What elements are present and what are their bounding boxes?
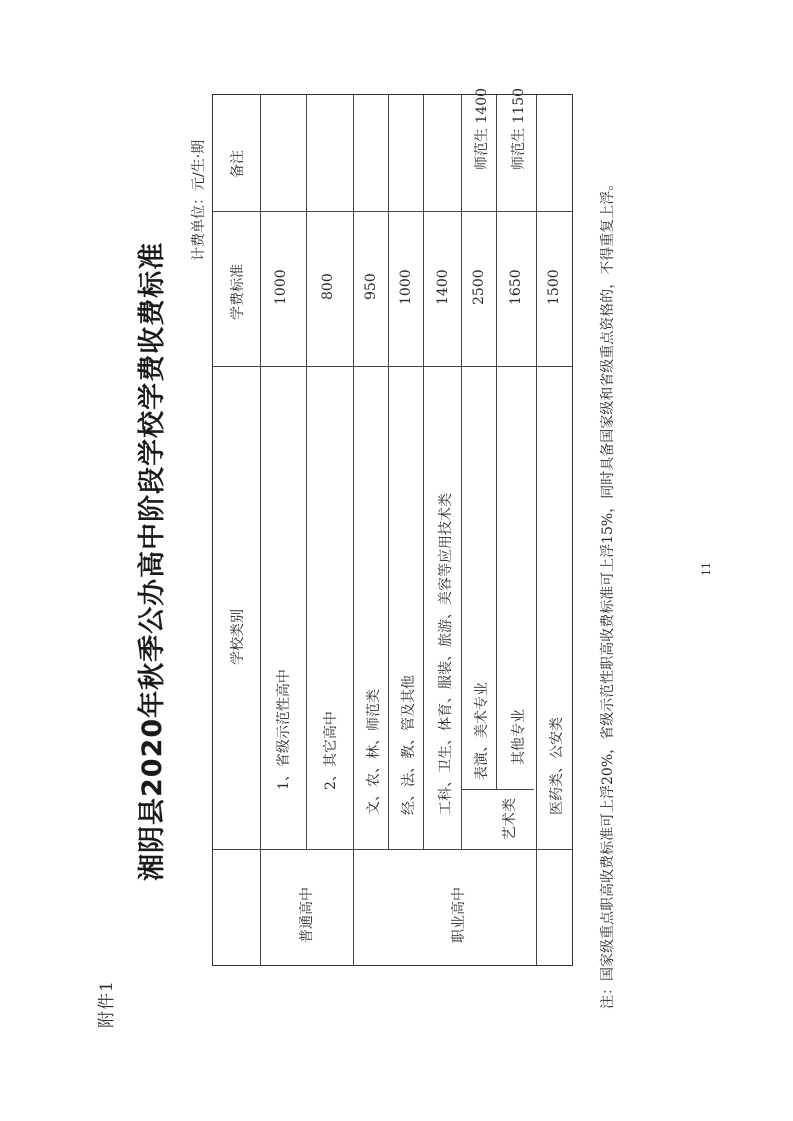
- table-line: [461, 95, 462, 850]
- table-line: [388, 95, 389, 850]
- unit-note: 计费单位：元/生·期: [191, 139, 207, 261]
- table-line: [536, 95, 537, 965]
- table-line: [213, 366, 572, 367]
- table-line: [461, 789, 534, 790]
- row-name: 表演、美术专业: [474, 682, 490, 780]
- row-fee: 1500: [546, 269, 562, 305]
- table-line: [260, 95, 261, 965]
- row-name: 文、农、林、师范类: [366, 689, 382, 815]
- table-line: [423, 95, 424, 850]
- row-fee: 2500: [471, 269, 487, 305]
- group-arts: 艺术类: [502, 798, 518, 840]
- row-remark: 师范生 1150: [511, 87, 527, 170]
- group-vocational: 职业高中: [451, 887, 467, 943]
- footnote: 注：国家级重点职高收费标准可上浮20%，省级示范性职高收费标准可上浮15%，同时具备国家级和省级重点资格的，不得重复上浮。: [600, 176, 616, 1009]
- row-name: 医药类、公安类: [549, 717, 565, 815]
- header-remark: 备注: [230, 150, 246, 178]
- table-line: [213, 211, 572, 212]
- table-line: [496, 95, 497, 790]
- row-name: 经、法、教、管及其他: [401, 675, 417, 815]
- fee-table: [212, 87, 573, 966]
- document-title: 湘阴县2020年秋季公办高中阶段学校学费收费标准: [137, 241, 168, 881]
- header-fee: 学费标准: [230, 264, 246, 320]
- attachment-label: 附件1: [97, 980, 117, 1028]
- row-remark: 师范生 1400: [474, 87, 490, 170]
- row-fee: 950: [363, 273, 379, 300]
- row-fee: 1000: [398, 269, 414, 305]
- row-name: 1、省级示范性高中: [276, 669, 292, 790]
- row-name: 2、其它高中: [323, 711, 339, 790]
- table-line: [306, 95, 307, 850]
- row-name: 其他专业: [511, 709, 527, 765]
- row-fee: 1650: [508, 269, 524, 305]
- header-category: 学校类别: [230, 609, 246, 665]
- row-fee: 1000: [273, 269, 289, 305]
- row-name: 工科、卫生、体育、服装、旅游、美容等应用技术类: [438, 493, 454, 815]
- row-fee: 800: [320, 273, 336, 300]
- table-line: [213, 849, 572, 850]
- page-number: 11: [700, 562, 713, 576]
- table-line: [353, 95, 354, 965]
- row-fee: 1400: [435, 269, 451, 305]
- group-general: 普通高中: [299, 887, 315, 943]
